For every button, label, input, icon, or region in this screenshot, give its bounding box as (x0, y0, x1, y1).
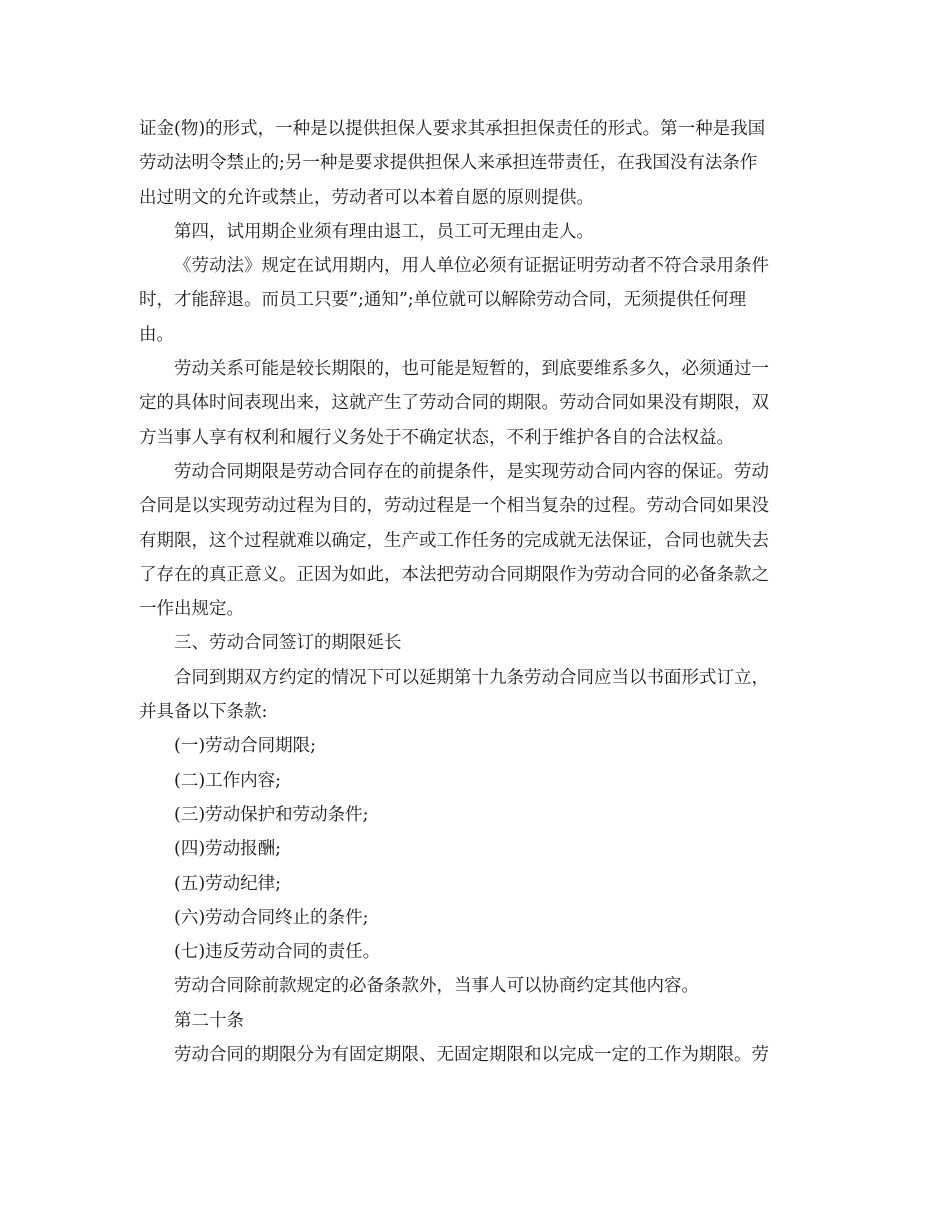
text-line: 方当事人享有权利和履行义务处于不确定状态，不利于维护各自的合法权益。 (139, 427, 734, 448)
text-line: 劳动关系可能是较长期限的，也可能是短暂的，到底要维系多久，必须通过一 (174, 359, 769, 380)
text-line: 《劳动法》规定在试用期内，用人单位必须有证据证明劳动者不符合录用条件 (174, 256, 769, 277)
text-line: (四)劳动报酬; (174, 839, 282, 860)
text-line: (二)工作内容; (174, 770, 282, 791)
text-line: 并具备以下条款: (139, 702, 268, 723)
text-line: 第二十条 (174, 1010, 244, 1031)
text-line: 合同是以实现劳动过程为目的，劳动过程是一个相当复杂的过程。劳动合同如果没 (139, 496, 769, 517)
text-line: 劳动合同除前款规定的必备条款外，当事人可以协商约定其他内容。 (174, 976, 699, 997)
text-line: (五)劳动纪律; (174, 873, 282, 894)
text-line: 由。 (139, 324, 174, 345)
text-line: 第四，试用期企业须有理由退工，员工可无理由走人。 (174, 221, 594, 242)
text-line: 劳动合同期限是劳动合同存在的前提条件，是实现劳动合同内容的保证。劳动 (174, 461, 769, 482)
text-line: 时，才能辞退。而员工只要”;通知”;单位就可以解除劳动合同，无须提供任何理 (139, 290, 747, 311)
text-line: 有期限，这个过程就难以确定，生产或工作任务的完成就无法保证，合同也就失去 (139, 530, 769, 551)
text-line: 劳动合同的期限分为有固定期限、无固定期限和以完成一定的工作为期限。劳 (174, 1045, 769, 1066)
document-body (139, 112, 813, 1072)
text-line: (六)劳动合同终止的条件; (174, 907, 369, 928)
text-line: 劳动法明令禁止的;另一种是要求提供担保人来承担连带责任，在我国没有法条作 (139, 153, 758, 174)
text-line: 了存在的真正意义。正因为如此，本法把劳动合同期限作为劳动合同的必备条款之 (139, 564, 769, 585)
text-line: 出过明文的允许或禁止，劳动者可以本着自愿的原则提供。 (139, 187, 594, 208)
text-line: 三、劳动合同签订的期限延长 (174, 633, 402, 654)
text-line: 定的具体时间表现出来，这就产生了劳动合同的期限。劳动合同如果没有期限，双 (139, 393, 769, 414)
text-line: (一)劳动合同期限; (174, 736, 317, 757)
text-line: 一作出规定。 (139, 599, 244, 620)
text-line: 证金(物)的形式，一种是以提供担保人要求其承担担保责任的形式。第一种是我国 (139, 119, 766, 139)
text-line: (三)劳动保护和劳动条件; (174, 804, 369, 825)
text-line: (七)违反劳动合同的责任。 (174, 942, 381, 963)
text-line: 合同到期双方约定的情况下可以延期第十九条劳动合同应当以书面形式订立， (174, 667, 769, 688)
